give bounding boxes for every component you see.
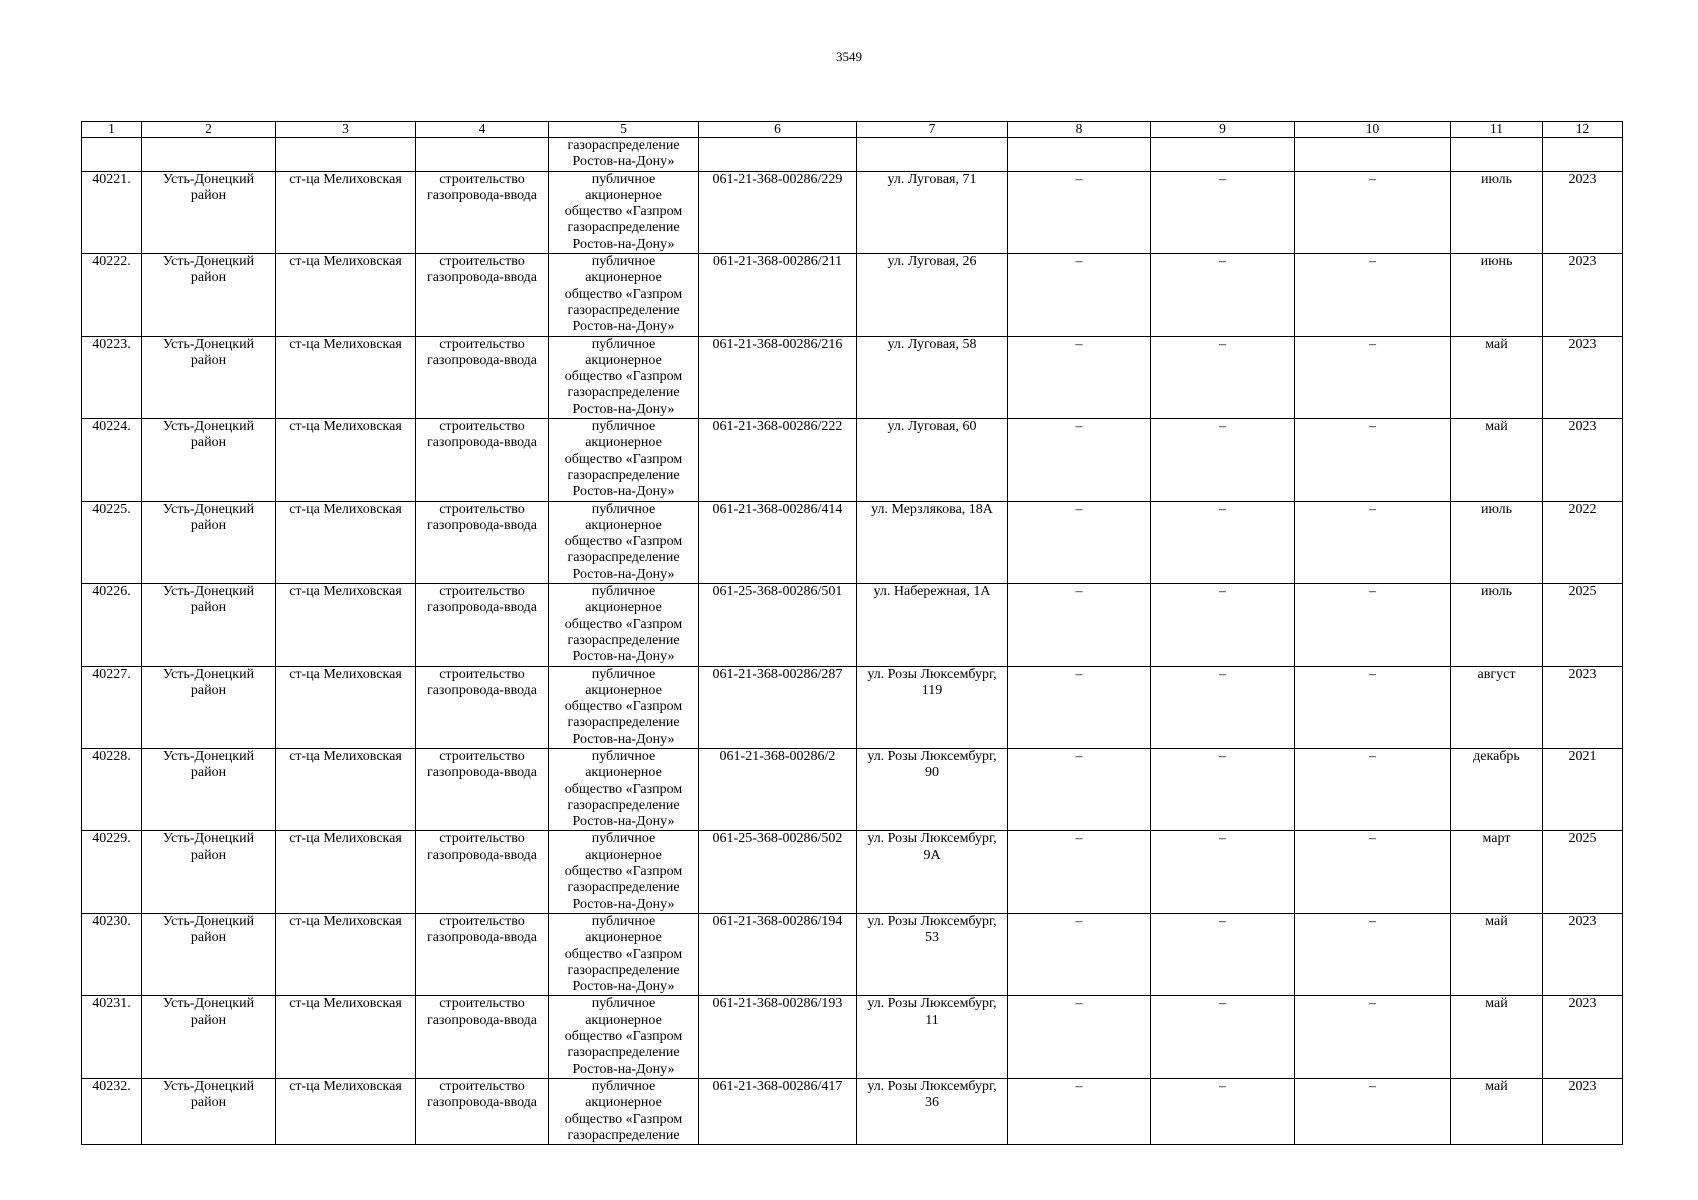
column-10-cell: – (1295, 996, 1451, 1078)
code-cell: 061-21-368-00286/193 (699, 996, 857, 1078)
organization-cell: публичное акционерное общество «Газпром газораспределение Ростов-на-Дону» (549, 913, 699, 995)
address-cell: ул. Мерзлякова, 18А (857, 501, 1008, 583)
table-row (82, 748, 1623, 830)
work-type-cell: строительство газопровода-ввода (416, 913, 549, 995)
address-cell: ул. Розы Люксембург, 90 (857, 748, 1008, 830)
organization-cell: публичное акционерное общество «Газпром газораспределение Ростов-на-Дону» (549, 171, 699, 253)
month-cell: март (1451, 831, 1543, 913)
row-number-cell: 40221. (82, 171, 142, 253)
code-cell: 061-21-368-00286/414 (699, 501, 857, 583)
column-8-cell: – (1008, 831, 1151, 913)
district-cell: Усть-Донецкий район (142, 584, 276, 666)
year-cell: 2025 (1543, 831, 1623, 913)
organization-cell: публичное акционерное общество «Газпром газораспределение Ростов-на-Дону» (549, 996, 699, 1078)
settlement-cell: ст-ца Мелиховская (276, 1078, 416, 1144)
year-cell: 2021 (1543, 748, 1623, 830)
year-cell: 2025 (1543, 584, 1623, 666)
table-row (82, 1078, 1623, 1144)
code-cell: 061-21-368-00286/222 (699, 419, 857, 501)
district-cell: Усть-Донецкий район (142, 419, 276, 501)
column-8-cell: – (1008, 419, 1151, 501)
column-9-cell: – (1151, 831, 1295, 913)
work-type-cell: строительство газопровода-ввода (416, 501, 549, 583)
row-number-cell: 40223. (82, 336, 142, 418)
district-cell: Усть-Донецкий район (142, 996, 276, 1078)
work-type-cell: строительство газопровода-ввода (416, 254, 549, 336)
settlement-cell: ст-ца Мелиховская (276, 913, 416, 995)
settlement-cell: ст-ца Мелиховская (276, 748, 416, 830)
year-cell: 2023 (1543, 254, 1623, 336)
work-type-cell: строительство газопровода-ввода (416, 1078, 549, 1144)
work-type-cell: строительство газопровода-ввода (416, 584, 549, 666)
code-cell: 061-21-368-00286/417 (699, 1078, 857, 1144)
column-9-cell: – (1151, 1078, 1295, 1144)
row-number-cell: 40224. (82, 419, 142, 501)
column-8-cell: – (1008, 666, 1151, 748)
address-cell: ул. Луговая, 71 (857, 171, 1008, 253)
year-cell: 2023 (1543, 913, 1623, 995)
work-type-cell: строительство газопровода-ввода (416, 666, 549, 748)
column-10-cell: – (1295, 831, 1451, 913)
row-number-cell: 40225. (82, 501, 142, 583)
work-type-cell: строительство газопровода-ввода (416, 171, 549, 253)
row-number-cell: 40226. (82, 584, 142, 666)
code-cell: 061-21-368-00286/211 (699, 254, 857, 336)
column-10-cell: – (1295, 913, 1451, 995)
column-8-cell: – (1008, 584, 1151, 666)
district-cell: Усть-Донецкий район (142, 501, 276, 583)
column-9-cell: – (1151, 913, 1295, 995)
column-number: 4 (416, 122, 549, 138)
table-cell (1008, 138, 1151, 172)
row-number-cell: 40231. (82, 996, 142, 1078)
table-row (82, 584, 1623, 666)
month-cell: май (1451, 1078, 1543, 1144)
table-row (82, 831, 1623, 913)
month-cell: май (1451, 336, 1543, 418)
column-8-cell: – (1008, 913, 1151, 995)
column-10-cell: – (1295, 748, 1451, 830)
month-cell: май (1451, 419, 1543, 501)
table-cell (857, 138, 1008, 172)
table-body (82, 122, 1623, 1145)
code-cell: 061-21-368-00286/287 (699, 666, 857, 748)
address-cell: ул. Розы Люксембург, 53 (857, 913, 1008, 995)
settlement-cell: ст-ца Мелиховская (276, 254, 416, 336)
district-cell: Усть-Донецкий район (142, 666, 276, 748)
code-cell: 061-21-368-00286/2 (699, 748, 857, 830)
table-row (82, 666, 1623, 748)
row-number-cell: 40232. (82, 1078, 142, 1144)
month-cell: май (1451, 913, 1543, 995)
month-cell: июнь (1451, 254, 1543, 336)
year-cell: 2023 (1543, 666, 1623, 748)
settlement-cell: ст-ца Мелиховская (276, 336, 416, 418)
column-8-cell: – (1008, 996, 1151, 1078)
month-cell: июль (1451, 501, 1543, 583)
work-type-cell: строительство газопровода-ввода (416, 748, 549, 830)
column-number: 10 (1295, 122, 1451, 138)
year-cell: 2023 (1543, 1078, 1623, 1144)
address-cell: ул. Розы Люксембург, 119 (857, 666, 1008, 748)
month-cell: декабрь (1451, 748, 1543, 830)
column-8-cell: – (1008, 171, 1151, 253)
work-type-cell: строительство газопровода-ввода (416, 996, 549, 1078)
column-number: 7 (857, 122, 1008, 138)
code-cell: 061-21-368-00286/229 (699, 171, 857, 253)
table-cell (699, 138, 857, 172)
year-cell: 2023 (1543, 419, 1623, 501)
table-row (82, 254, 1623, 336)
organization-cell: публичное акционерное общество «Газпром газораспределение Ростов-на-Дону» (549, 584, 699, 666)
month-cell: август (1451, 666, 1543, 748)
code-cell: 061-25-368-00286/501 (699, 584, 857, 666)
column-10-cell: – (1295, 254, 1451, 336)
column-number: 11 (1451, 122, 1543, 138)
column-10-cell: – (1295, 1078, 1451, 1144)
table-cell (1451, 138, 1543, 172)
table-row (82, 171, 1623, 253)
column-9-cell: – (1151, 748, 1295, 830)
organization-cell: публичное акционерное общество «Газпром газораспределение Ростов-на-Дону» (549, 501, 699, 583)
table-row (82, 419, 1623, 501)
year-cell: 2023 (1543, 996, 1623, 1078)
column-number: 6 (699, 122, 857, 138)
organization-cell: публичное акционерное общество «Газпром газораспределение Ростов-на-Дону» (549, 666, 699, 748)
table-cell (1543, 138, 1623, 172)
district-cell: Усть-Донецкий район (142, 254, 276, 336)
month-cell: июль (1451, 171, 1543, 253)
table-row (82, 336, 1623, 418)
settlement-cell: ст-ца Мелиховская (276, 996, 416, 1078)
column-9-cell: – (1151, 666, 1295, 748)
column-number: 12 (1543, 122, 1623, 138)
year-cell: 2023 (1543, 336, 1623, 418)
work-type-cell: строительство газопровода-ввода (416, 419, 549, 501)
registry-table (81, 121, 1623, 1145)
year-cell: 2023 (1543, 171, 1623, 253)
month-cell: июль (1451, 584, 1543, 666)
address-cell: ул. Розы Люксембург, 36 (857, 1078, 1008, 1144)
year-cell: 2022 (1543, 501, 1623, 583)
column-number: 2 (142, 122, 276, 138)
org-cell: газораспределение Ростов-на-Дону» (549, 138, 699, 172)
column-9-cell: – (1151, 254, 1295, 336)
settlement-cell: ст-ца Мелиховская (276, 831, 416, 913)
organization-cell: публичное акционерное общество «Газпром газораспределение Ростов-на-Дону» (549, 748, 699, 830)
column-9-cell: – (1151, 336, 1295, 418)
work-type-cell: строительство газопровода-ввода (416, 831, 549, 913)
organization-cell: публичное акционерное общество «Газпром газораспределение (549, 1078, 699, 1144)
settlement-cell: ст-ца Мелиховская (276, 666, 416, 748)
month-cell: май (1451, 996, 1543, 1078)
table-row (82, 501, 1623, 583)
column-9-cell: – (1151, 584, 1295, 666)
address-cell: ул. Розы Люксембург, 9А (857, 831, 1008, 913)
code-cell: 061-21-368-00286/194 (699, 913, 857, 995)
column-8-cell: – (1008, 1078, 1151, 1144)
district-cell: Усть-Донецкий район (142, 748, 276, 830)
column-number-row (82, 122, 1623, 138)
table-cell (276, 138, 416, 172)
column-10-cell: – (1295, 336, 1451, 418)
column-10-cell: – (1295, 501, 1451, 583)
address-cell: ул. Розы Люксембург, 11 (857, 996, 1008, 1078)
row-number-cell: 40227. (82, 666, 142, 748)
column-number: 1 (82, 122, 142, 138)
table-row (82, 996, 1623, 1078)
table-cell (1295, 138, 1451, 172)
row-number-cell: 40222. (82, 254, 142, 336)
column-9-cell: – (1151, 501, 1295, 583)
settlement-cell: ст-ца Мелиховская (276, 419, 416, 501)
column-number: 5 (549, 122, 699, 138)
district-cell: Усть-Донецкий район (142, 913, 276, 995)
table-cell (142, 138, 276, 172)
district-cell: Усть-Донецкий район (142, 171, 276, 253)
column-8-cell: – (1008, 501, 1151, 583)
column-number: 3 (276, 122, 416, 138)
table-cell (1151, 138, 1295, 172)
page-number: 3549 (836, 49, 862, 64)
column-8-cell: – (1008, 748, 1151, 830)
organization-cell: публичное акционерное общество «Газпром газораспределение Ростов-на-Дону» (549, 336, 699, 418)
address-cell: ул. Набережная, 1А (857, 584, 1008, 666)
work-type-cell: строительство газопровода-ввода (416, 336, 549, 418)
code-cell: 061-21-368-00286/216 (699, 336, 857, 418)
row-number-cell: 40229. (82, 831, 142, 913)
table-row (82, 913, 1623, 995)
organization-cell: публичное акционерное общество «Газпром газораспределение Ростов-на-Дону» (549, 831, 699, 913)
column-10-cell: – (1295, 171, 1451, 253)
column-10-cell: – (1295, 666, 1451, 748)
row-number-cell: 40230. (82, 913, 142, 995)
row-number-cell: 40228. (82, 748, 142, 830)
district-cell: Усть-Донецкий район (142, 831, 276, 913)
table-cell (416, 138, 549, 172)
column-9-cell: – (1151, 996, 1295, 1078)
column-number: 8 (1008, 122, 1151, 138)
code-cell: 061-25-368-00286/502 (699, 831, 857, 913)
column-9-cell: – (1151, 171, 1295, 253)
district-cell: Усть-Донецкий район (142, 1078, 276, 1144)
table-cell (82, 138, 142, 172)
column-8-cell: – (1008, 336, 1151, 418)
organization-cell: публичное акционерное общество «Газпром газораспределение Ростов-на-Дону» (549, 419, 699, 501)
settlement-cell: ст-ца Мелиховская (276, 501, 416, 583)
district-cell: Усть-Донецкий район (142, 336, 276, 418)
column-10-cell: – (1295, 584, 1451, 666)
column-number: 9 (1151, 122, 1295, 138)
address-cell: ул. Луговая, 60 (857, 419, 1008, 501)
column-10-cell: – (1295, 419, 1451, 501)
address-cell: ул. Луговая, 26 (857, 254, 1008, 336)
organization-cell: публичное акционерное общество «Газпром газораспределение Ростов-на-Дону» (549, 254, 699, 336)
column-9-cell: – (1151, 419, 1295, 501)
continuation-row (82, 138, 1623, 172)
settlement-cell: ст-ца Мелиховская (276, 584, 416, 666)
column-8-cell: – (1008, 254, 1151, 336)
settlement-cell: ст-ца Мелиховская (276, 171, 416, 253)
address-cell: ул. Луговая, 58 (857, 336, 1008, 418)
